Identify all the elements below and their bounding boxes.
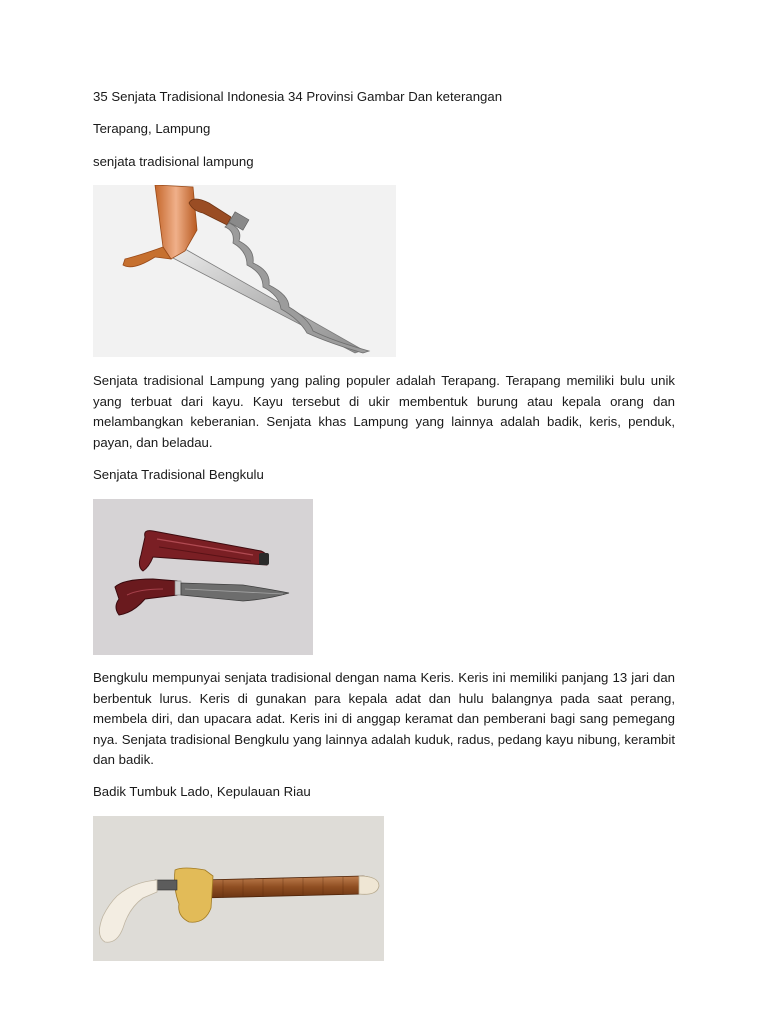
section-subheading-lampung: senjata tradisional lampung xyxy=(93,154,254,169)
paragraph-terapang: Senjata tradisional Lampung yang paling populer adalah Terapang. Terapang memiliki bulu unik yang terbuat dari kayu. Kayu tersebut di ukir membentuk burung atau kepala orang dan melambangkan keberanian. Senjata khas Lampung yang lainnya adalah badik, keris, penduk, payan, dan beladau. xyxy=(93,373,675,450)
section-heading-badik-tumbuk-lado: Badik Tumbuk Lado, Kepulauan Riau xyxy=(93,784,311,799)
badik-tumbuk-lado-photo xyxy=(93,816,384,961)
terapang-photo xyxy=(93,185,396,357)
bengkulu-keris-photo xyxy=(93,499,313,655)
section-heading-bengkulu: Senjata Tradisional Bengkulu xyxy=(93,467,264,482)
document-title: 35 Senjata Tradisional Indonesia 34 Provinsi Gambar Dan keterangan xyxy=(93,89,503,104)
section-heading-terapang: Terapang, Lampung xyxy=(93,121,211,136)
paragraph-bengkulu: Bengkulu mempunyai senjata tradisional dengan nama Keris. Keris ini memiliki panjang 13 jari dan berbentuk lurus. Keris di gunakan para kepala adat dan hulu balangnya pada saat perang, membela diri, dan upacara adat. Keris ini di anggap keramat dan pemberani bagi sang pemegang nya. Senjata tradisional Bengkulu yang lainnya adalah kuduk, radus, pedang kayu nibung, kerambit dan badik. xyxy=(93,670,675,767)
